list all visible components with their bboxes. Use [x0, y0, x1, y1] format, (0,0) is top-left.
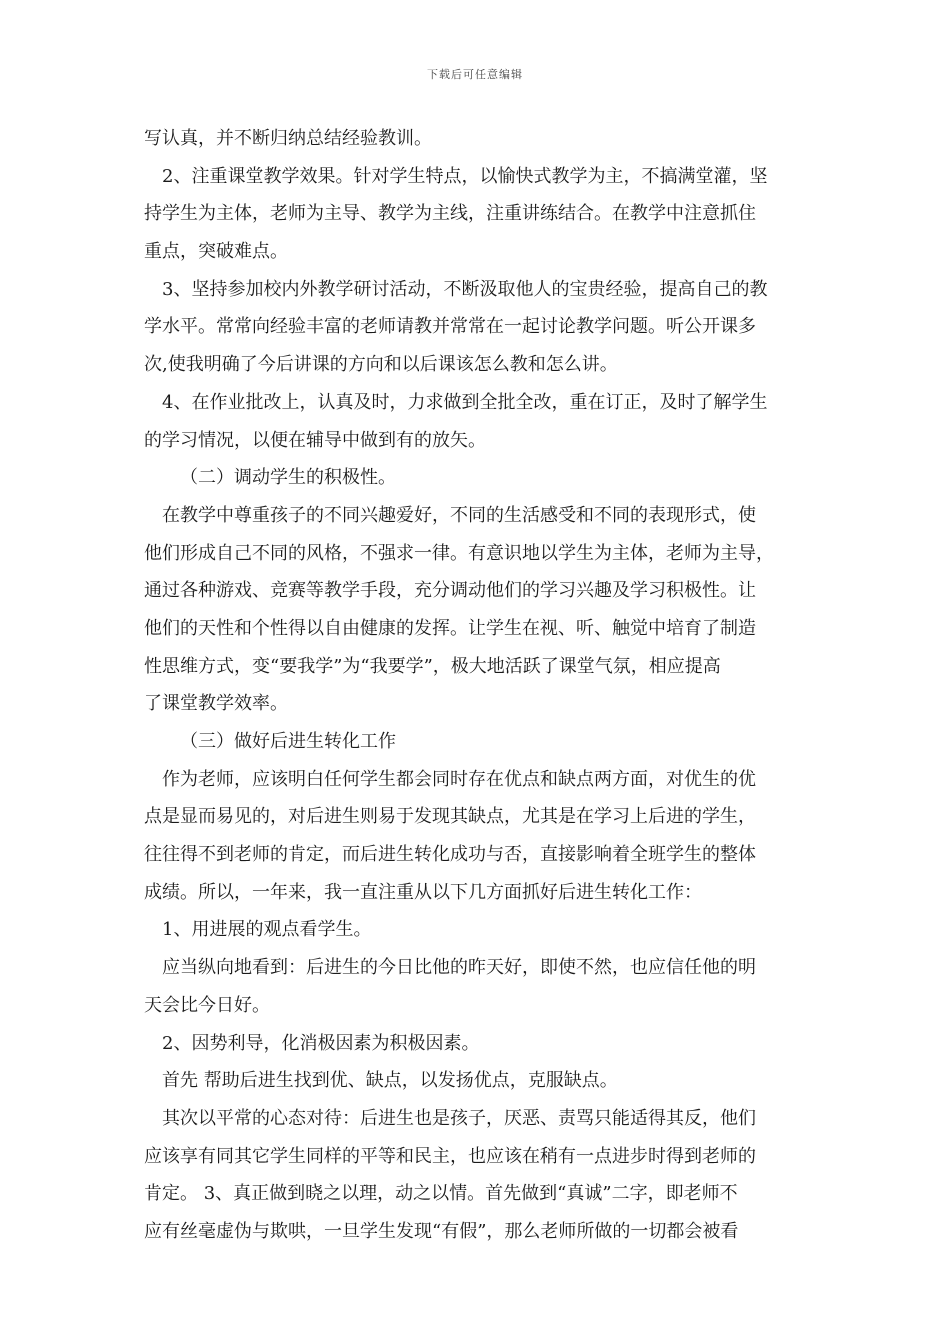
text-line: 重点，突破难点。	[144, 241, 288, 263]
text-line: 天会比今日好。	[144, 994, 270, 1016]
text-line: 写认真，并不断归纳总结经验教训。	[144, 128, 432, 149]
text-line: 的学习情况，以便在辅导中做到有的放矢。	[144, 429, 486, 451]
text-line: 作为老师，应该明白任何学生都会同时存在优点和缺点两方面，对优生的优	[162, 768, 756, 790]
text-line: 通过各种游戏、竞赛等教学手段，充分调动他们的学习兴趣及学习积极性。让	[144, 580, 756, 602]
text-line: （三）做好后进生转化工作	[180, 731, 396, 752]
text-line: 在教学中尊重孩子的不同兴趣爱好，不同的生活感受和不同的表现形式，使	[162, 504, 756, 526]
text-line: 应该享有同其它学生同样的平等和民主，也应该在稍有一点进步时得到老师的	[144, 1145, 756, 1167]
page-header: 下载后可任意编辑	[427, 68, 523, 81]
text-line: 次,使我明确了今后讲课的方向和以后课该怎么教和怎么讲。	[144, 354, 618, 376]
text-line: 首先 帮助后进生找到优、缺点，以发扬优点，克服缺点。	[162, 1070, 618, 1092]
text-line: 1、用进展的观点看学生。	[162, 919, 372, 941]
text-line: 2、注重课堂教学效果。针对学生特点，以愉快式教学为主，不搞满堂灌，坚	[162, 165, 768, 187]
text-line: 4、在作业批改上，认真及时，力求做到全批全改，重在订正，及时了解学生	[162, 391, 768, 413]
text-line: 3、坚持参加校内外教学研讨活动，不断汲取他人的宝贵经验，提高自己的教	[162, 278, 768, 300]
text-line: 往往得不到老师的肯定，而后进生转化成功与否，直接影响着全班学生的整体	[144, 844, 756, 866]
text-line: 其次以平常的心态对待：后进生也是孩子，厌恶、责骂只能适得其反，他们	[162, 1107, 756, 1129]
text-line: 肯定。 3、真正做到晓之以理，动之以情。首先做到“真诚”二字，即老师不	[144, 1183, 738, 1205]
text-line: 成绩。所以，一年来，我一直注重从以下几方面抓好后进生转化工作：	[144, 881, 702, 903]
text-line: 2、因势利导，化消极因素为积极因素。	[162, 1032, 480, 1054]
text-line: 应当纵向地看到：后进生的今日比他的昨天好，即使不然，也应信任他的明	[162, 957, 756, 979]
text-line: 性思维方式，变“要我学”为“我要学”，极大地活跃了课堂气氛，相应提高	[144, 655, 721, 677]
text-line: （二）调动学生的积极性。	[180, 467, 396, 489]
text-line: 他们的天性和个性得以自由健康的发挥。让学生在视、听、触觉中培育了制造	[144, 617, 756, 639]
text-line: 学水平。常常向经验丰富的老师请教并常常在一起讨论教学问题。听公开课多	[144, 316, 756, 338]
text-line: 了课堂教学效率。	[144, 693, 288, 715]
text-line: 他们形成自己不同的风格，不强求一律。有意识地以学生为主体，老师为主导，	[144, 542, 774, 564]
document-body	[144, 120, 824, 1251]
text-line: 持学生为主体，老师为主导、教学为主线，注重讲练结合。在教学中注意抓住	[144, 203, 756, 225]
text-line: 点是显而易见的，对后进生则易于发现其缺点，尤其是在学习上后进的学生，	[144, 806, 756, 828]
text-line: 应有丝毫虚伪与欺哄，一旦学生发现“有假”，那么老师所做的一切都会被看	[144, 1220, 739, 1242]
